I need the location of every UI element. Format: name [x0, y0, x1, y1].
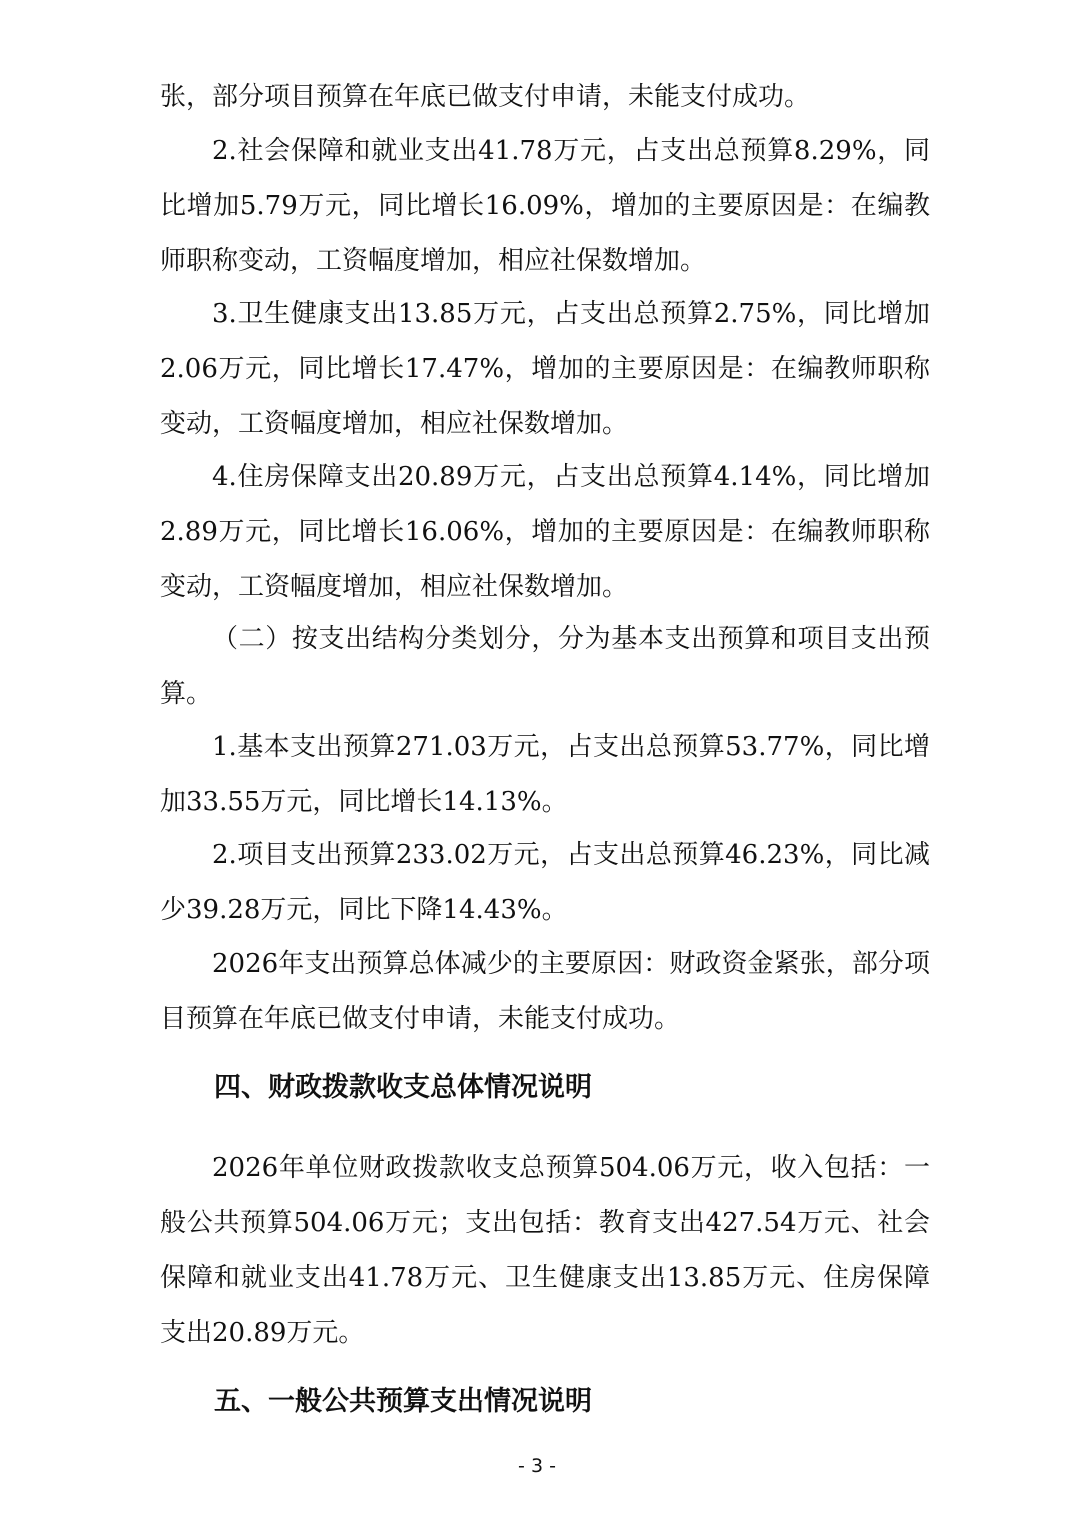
paragraph-fiscal-overview: 2026年单位财政拨款收支总预算504.06万元，收入包括：一般公共预算504.06万元；支出包括：教育支出427.54万元、社会保障和就业支出41.78万元、卫生健康支出13.85万元、住房保障支出20.89万元。 — [160, 1153, 930, 1348]
paragraph-health: 3.卫生健康支出13.85万元，占支出总预算2.75%，同比增加2.06万元，同比增长17.47%，增加的主要原因是：在编教师职称变动，工资幅度增加，相应社保数增加。 — [160, 299, 930, 439]
paragraph-structure-classification: （二）按支出结构分类划分，分为基本支出预算和项目支出预算。 — [160, 624, 930, 709]
paragraph-housing: 4.住房保障支出20.89万元，占支出总预算4.14%，同比增加2.89万元，同比增长16.06%，增加的主要原因是：在编教师职称变动，工资幅度增加，相应社保数增加。 — [160, 462, 930, 602]
paragraph-decrease-reason: 2026年支出预算总体减少的主要原因：财政资金紧张，部分项目预算在年底已做支付申请，未能支付成功。 — [160, 949, 930, 1034]
paragraph-project-expenditure: 2.项目支出预算233.02万元，占支出总预算46.23%，同比减少39.28万元，同比下降14.43%。 — [160, 840, 930, 925]
section-heading-5: 五、一般公共预算支出情况说明 — [214, 1386, 592, 1417]
paragraph-basic-expenditure: 1.基本支出预算271.03万元，占支出总预算53.77%，同比增加33.55万元，同比增长14.13%。 — [160, 732, 930, 817]
paragraph-continuation: 张，部分项目预算在年底已做支付申请，未能支付成功。 — [160, 82, 811, 112]
section-heading-4: 四、财政拨款收支总体情况说明 — [214, 1072, 592, 1103]
page-number: - 3 - — [518, 1455, 556, 1477]
paragraph-social-security: 2.社会保障和就业支出41.78万元，占支出总预算8.29%，同比增加5.79万元，同比增长16.09%，增加的主要原因是：在编教师职称变动，工资幅度增加，相应社保数增加。 — [160, 136, 930, 276]
